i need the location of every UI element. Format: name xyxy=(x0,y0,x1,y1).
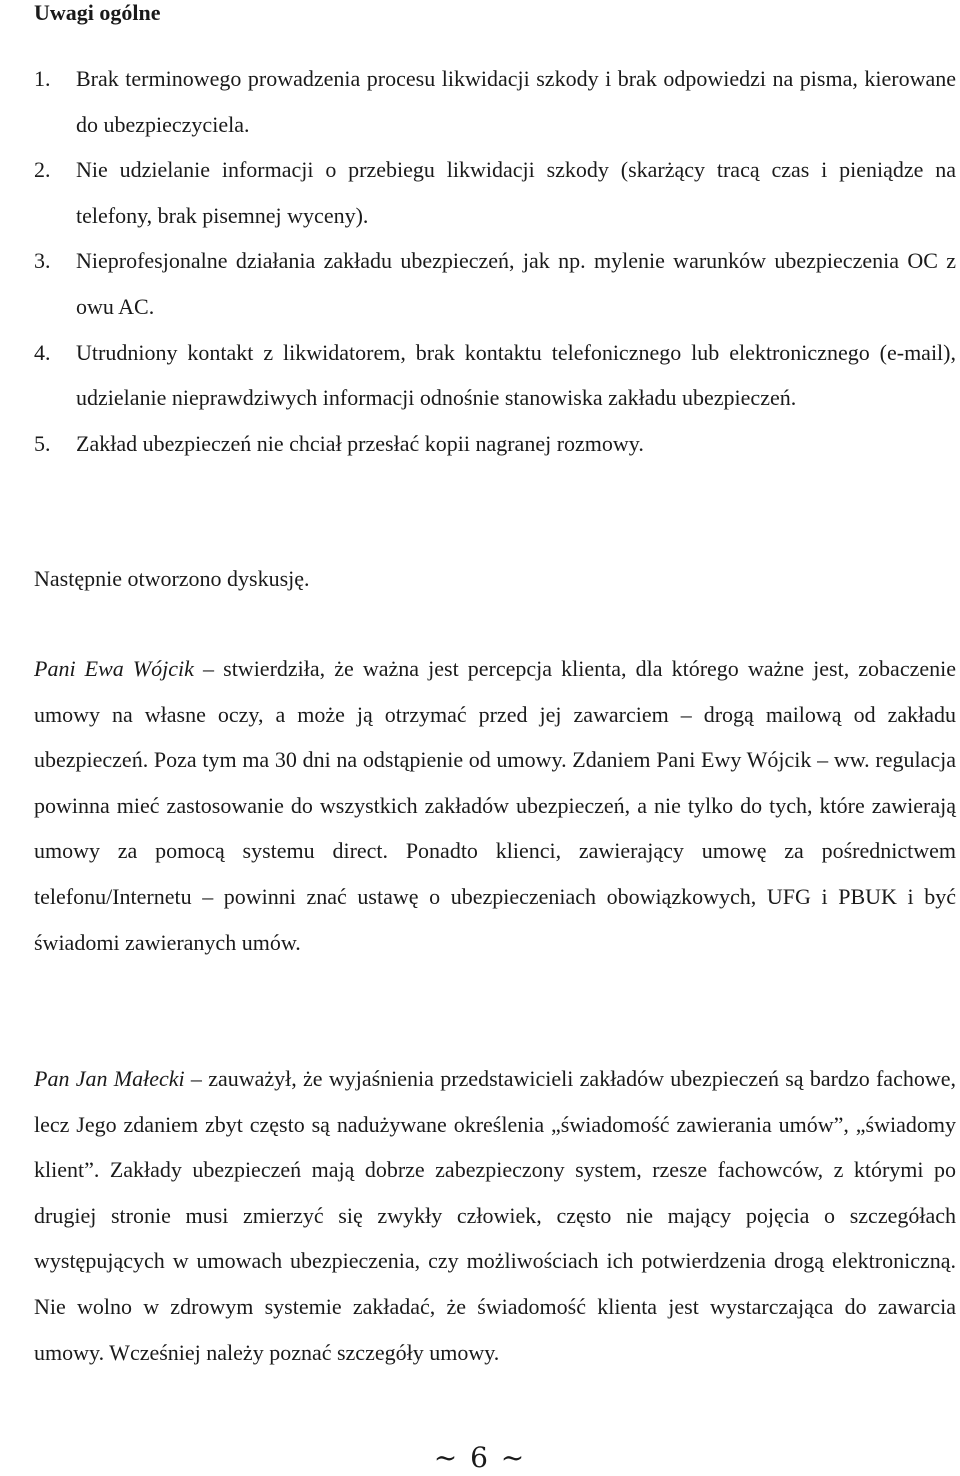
paragraph-jan-malecki xyxy=(34,1056,956,1375)
list-item-text: Nieprofesjonalne działania zakładu ubezpieczeń, jak np. mylenie warunków ubezpieczenia OC z owu AC. xyxy=(76,248,956,319)
speaker-name: Pan Jan Małecki xyxy=(34,1066,185,1091)
paragraph-ewa-wojcik xyxy=(34,646,956,965)
speaker-name: Pani Ewa Wójcik xyxy=(34,656,194,681)
list-item-number: 2. xyxy=(34,157,51,183)
list-item-number: 5. xyxy=(34,430,51,456)
list-item xyxy=(34,421,956,467)
section-heading: Uwagi ogólne xyxy=(34,0,161,25)
page-number: ~ 6 ~ xyxy=(433,1441,527,1474)
list-item-number: 4. xyxy=(34,339,51,365)
paragraph-text: – stwierdziła, że ważna jest percepcja klienta, dla którego ważne jest, zobaczenie umowy na własne oczy, a może ją otrzymać przed jej zawarciem – drogą mailową od zakładu ubezpieczeń. Poza tym ma 30 dni na odstąpienie od umowy. Zdaniem Pani Ewy Wójcik – ww. regulacja powinna mieć zastosowanie do wszystkich zakładów ubezpieczeń, a nie tylko do tych, które zawierają umowy za pomocą systemu direct. Ponadto klienci, zawierający umowę za pośrednictwem telefonu/Internetu – powinni znać ustawę o ubezpieczeniach obowiązkowych, UFG i PBUK i być świadomi zawieranych umów. xyxy=(34,656,956,955)
list-item-number: 3. xyxy=(34,248,51,274)
paragraph-text: – zauważył, że wyjaśnienia przedstawicieli zakładów ubezpieczeń są bardzo fachowe, lecz Jego zdaniem zbyt często są nadużywane określenia „świadomość zawierania umów”, „świadomy klient”. Zakłady ubezpieczeń mają dobrze zabezpieczony system, rzesze fachowców, z którymi po drugiej stronie musi zmierzyć się zwykły człowiek, często nie mający pojęcia o szczegółach występujących w umowach ubezpieczenia, czy możliwościach ich potwierdzenia drogą elektroniczną. Nie wolno w zdrowym systemie zakładać, że świadomość klienta jest wystarczająca do zawarcia umowy. Wcześniej należy poznać szczegóły umowy. xyxy=(34,1066,956,1365)
list-item xyxy=(34,238,956,329)
list-item-text: Brak terminowego prowadzenia procesu likwidacji szkody i brak odpowiedzi na pisma, kierowane do ubezpieczyciela. xyxy=(76,66,956,137)
list-item-number: 1. xyxy=(34,66,51,91)
list-item-text: Zakład ubezpieczeń nie chciał przesłać kopii nagranej rozmowy. xyxy=(76,430,644,456)
list-item-text: Utrudniony kontakt z likwidatorem, brak kontaktu telefonicznego lub elektronicznego (e-mail), udzielanie nieprawdziwych informacji odnośnie stanowiska zakładu ubezpieczeń. xyxy=(76,339,956,411)
list-item xyxy=(34,147,956,238)
list-item xyxy=(34,56,956,147)
list-item-text: Nie udzielanie informacji o przebiegu likwidacji szkody (skarżący tracą czas i pieniądze na telefony, brak pisemnej wyceny). xyxy=(76,157,956,228)
remarks-list xyxy=(34,56,956,466)
list-item xyxy=(34,330,956,421)
discussion-intro: Następnie otworzono dyskusję. xyxy=(34,566,310,591)
